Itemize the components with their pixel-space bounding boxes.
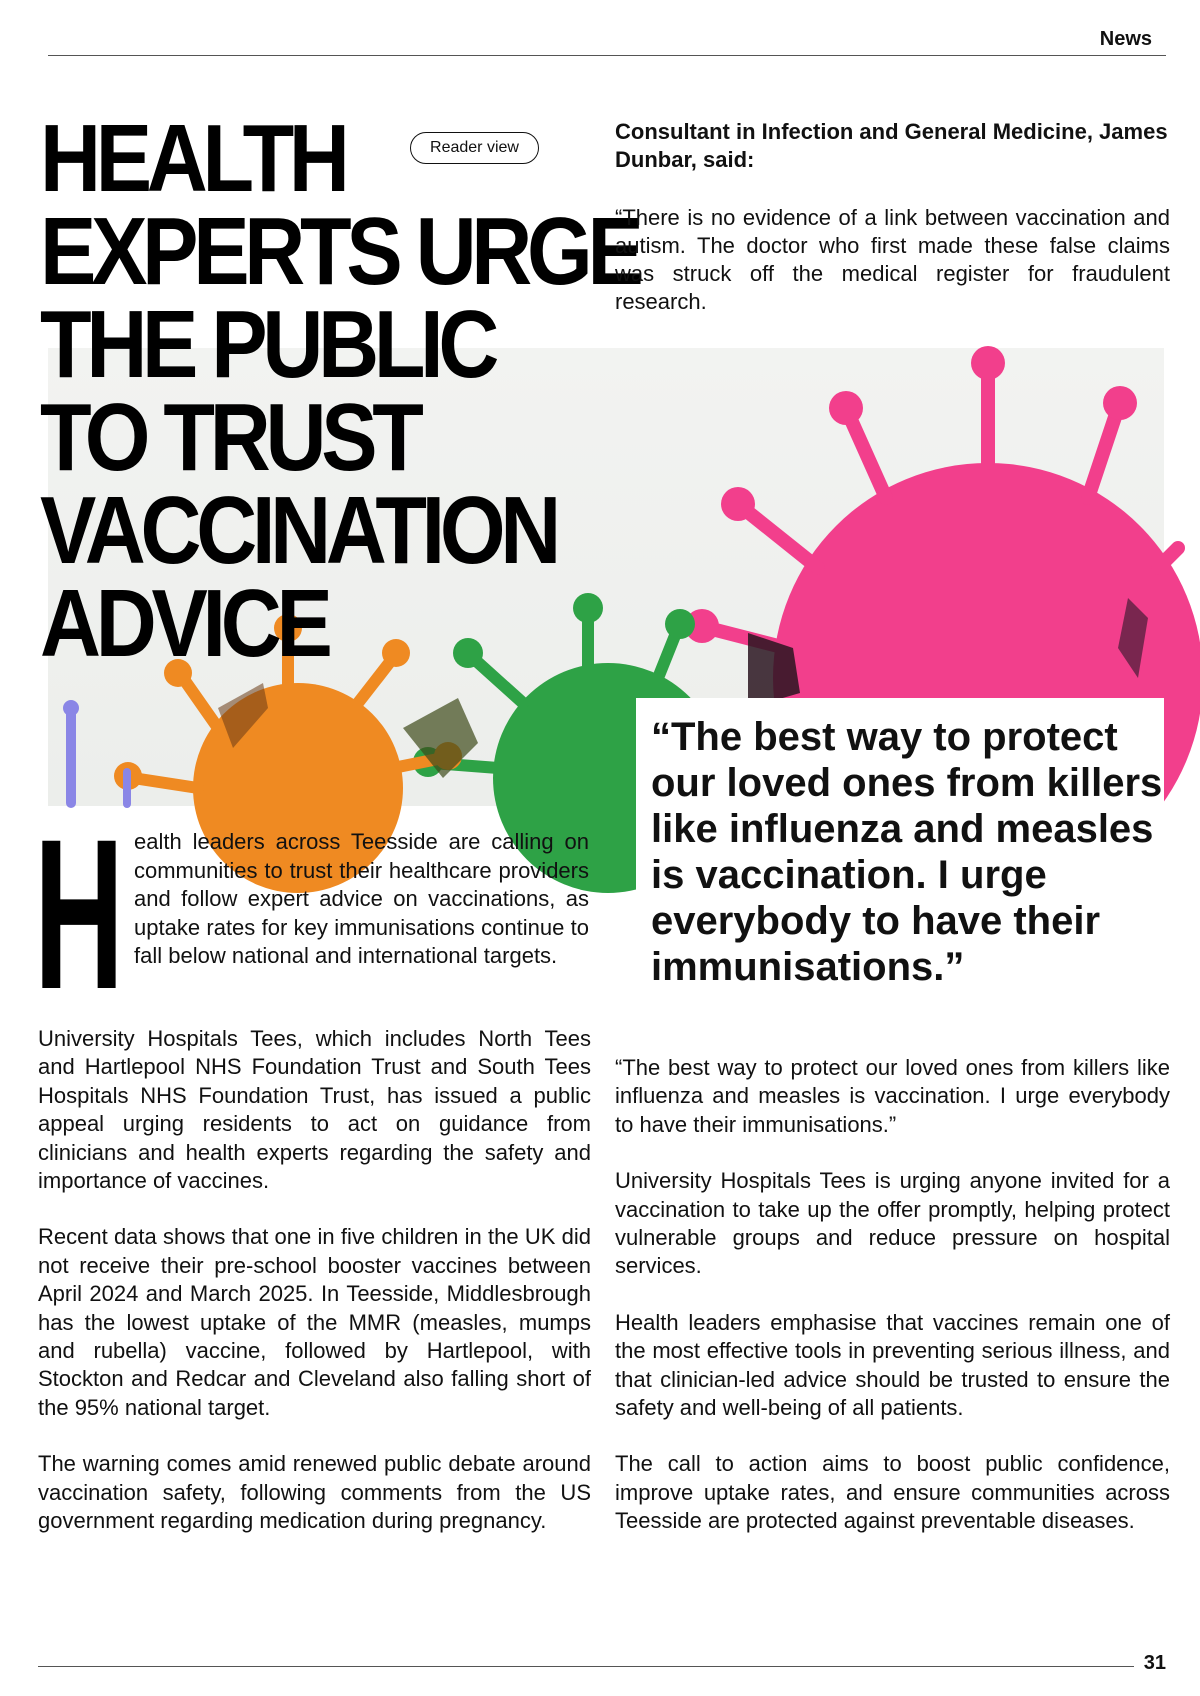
- headline-line: HEALTH: [40, 105, 345, 212]
- drop-cap-letter: [34, 795, 124, 1034]
- headline-line: ADVICE: [40, 570, 328, 677]
- page-number: 31: [1143, 1652, 1166, 1674]
- left-column: [38, 1025, 591, 1564]
- pull-quote: “The best way to protect our loved ones from killers like influenza and measles is vaccination. I urge everybody to have their immunisations.”: [651, 715, 1163, 989]
- section-label: News: [1099, 28, 1152, 50]
- lead-paragraph: ealth leaders across Teesside are calling on communities to trust their healthcare providers and follow expert advice on vaccinations, as uptake rates for key immunisations continue to fall below national and international targets.: [134, 829, 589, 968]
- drop-cap-text: H: [34, 795, 124, 1034]
- body-paragraph: University Hospitals Tees, which includes North Tees and Hartlepool NHS Foundation Trust and South Tees Hospitals NHS Foundation Trust, has issued a public appeal urging residents to act on guidance from clinicians and health experts regarding the safety and importance of vaccines.: [38, 1026, 591, 1194]
- article-headline: [40, 105, 639, 677]
- headline-line: THE PUBLIC: [40, 291, 495, 398]
- headline-line: EXPERTS URGE: [40, 198, 639, 305]
- purple-virus-spike: [63, 700, 131, 808]
- body-paragraph: Recent data shows that one in five children in the UK did not receive their pre-school booster vaccines between April 2024 and March 2025. In Teesside, Middlesbrough has the lowest uptake of the MMR (measles, mumps and rubella) vaccine, followed by Hartlepool, with Stockton and Redcar and Cleveland also falling short of the 95% national target.: [38, 1224, 591, 1420]
- headline-line: TO TRUST: [40, 384, 419, 491]
- body-paragraph: The call to action aims to boost public confidence, improve uptake rates, and ensure communities across Teesside are protected against preventable diseases.: [615, 1451, 1170, 1534]
- top-divider: [48, 55, 1166, 56]
- reader-view-button[interactable]: Reader view: [410, 132, 539, 164]
- headline-line: VACCINATION: [40, 477, 557, 584]
- bottom-divider: [38, 1666, 1134, 1667]
- body-paragraph: The warning comes amid renewed public debate around vaccination safety, following comments from the US government regarding medication during pregnancy.: [38, 1451, 591, 1534]
- body-paragraph: Health leaders emphasise that vaccines remain one of the most effective tools in preventing serious illness, and that clinician-led advice should be trusted to ensure the safety and well-being of all patients.: [615, 1309, 1170, 1421]
- body-paragraph: University Hospitals Tees is urging anyone invited for a vaccination to take up the offer promptly, helping protect vulnerable groups and reduce pressure on hospital services.: [615, 1168, 1170, 1279]
- body-paragraph: “The best way to protect our loved ones from killers like influenza and measles is vaccination. I urge everybody to have their immunisations.”: [615, 1055, 1170, 1137]
- right-column: [615, 1054, 1170, 1564]
- consultant-intro: Consultant in Infection and General Medicine, James Dunbar, said:: [615, 119, 1168, 172]
- consultant-quote: “There is no evidence of a link between vaccination and autism. The doctor who first made these false claims was struck off the medical register for fraudulent research.: [615, 205, 1170, 314]
